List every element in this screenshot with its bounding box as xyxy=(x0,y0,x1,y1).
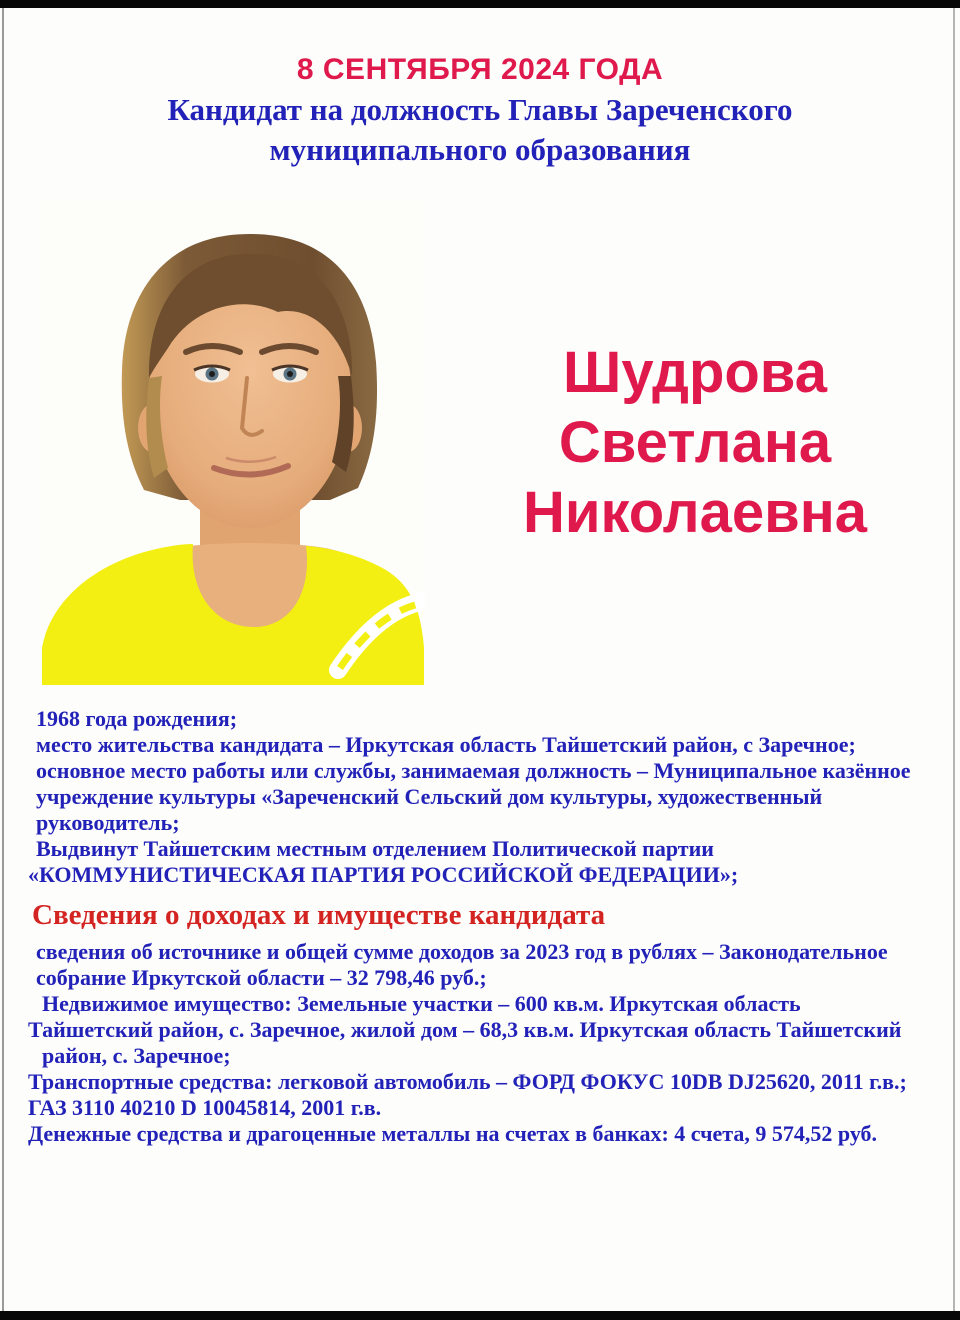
left-border xyxy=(2,8,4,1311)
income-line: собрание Иркутской области – 32 798,46 руб.; xyxy=(36,965,487,990)
candidate-name xyxy=(430,200,960,685)
bio-line: руководитель; xyxy=(36,810,180,835)
bio-line: «КОММУНИСТИЧЕСКАЯ ПАРТИЯ РОССИЙСКОЙ ФЕДЕРАЦИИ»; xyxy=(28,862,739,887)
bio-line: 1968 года рождения; xyxy=(36,706,238,731)
poster-header xyxy=(0,50,960,170)
candidate-patronymic: Николаевна xyxy=(522,479,868,545)
income-line: ГАЗ 3110 40210 D 10045814, 2001 г.в. xyxy=(28,1095,382,1120)
portrait-illustration xyxy=(40,200,425,685)
election-date: 8 СЕНТЯБРЯ 2024 ГОДА xyxy=(296,53,664,86)
position-title-line1: Кандидат на должность Главы Зареченского xyxy=(167,92,793,127)
candidate-photo xyxy=(40,200,425,685)
income-line: Тайшетский район, с. Заречное, жилой дом – 68,3 кв.м. Иркутская область Тайшетский xyxy=(28,1017,902,1042)
candidate-details xyxy=(28,706,932,1147)
income-line: район, с. Заречное; xyxy=(42,1043,231,1068)
candidate-first-name: Светлана xyxy=(558,409,832,475)
candidate-surname: Шудрова xyxy=(563,339,827,405)
income-section-heading: Сведения о доходах и имуществе кандидата xyxy=(32,899,606,931)
bio-line: место жительства кандидата – Иркутская область Тайшетский район, с Заречное; xyxy=(36,732,856,757)
income-line: Транспортные средства: легковой автомобиль – ФОРД ФОКУС 10DB DJ25620, 2011 г.в.; xyxy=(28,1069,907,1094)
bottom-border xyxy=(0,1311,960,1320)
bio-line: основное место работы или службы, занимаемая должность – Муниципальное казённое xyxy=(36,758,911,783)
bio-line: Выдвинут Тайшетским местным отделением Политической партии xyxy=(36,836,714,861)
bio-line: учреждение культуры «Зареченский Сельский дом культуры, художественный xyxy=(36,784,823,809)
income-line: Недвижимое имущество: Земельные участки – 600 кв.м. Иркутская область xyxy=(42,991,801,1016)
income-line: сведения об источнике и общей сумме доходов за 2023 год в рублях – Законодательное xyxy=(36,939,888,964)
income-line: Денежные средства и драгоценные металлы на счетах в банках: 4 счета, 9 574,52 руб. xyxy=(28,1121,878,1146)
top-border xyxy=(0,0,960,8)
position-title-line2: муниципального образования xyxy=(269,132,691,167)
